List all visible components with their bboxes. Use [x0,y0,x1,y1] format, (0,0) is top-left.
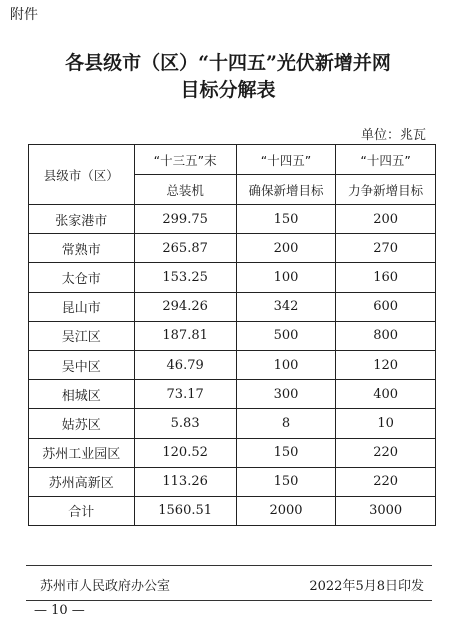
county-name-cell: 合计 [29,496,135,525]
strive-target-cell: 200 [336,205,436,234]
unit-label: 单位：兆瓦 [360,128,426,143]
ensure-target-cell: 150 [236,467,336,496]
installed-capacity-cell: 5.83 [134,409,236,438]
strive-target-cell: 220 [336,467,436,496]
strive-target-cell: 220 [336,438,436,467]
installed-capacity-cell: 1560.51 [134,496,236,525]
county-name-cell: 吴中区 [29,350,135,379]
table-row [29,205,436,234]
county-name-cell: 吴江区 [29,321,135,350]
issuing-office: 苏州市人民政府办公室 [40,579,171,594]
ensure-target-cell: 150 [236,438,336,467]
strive-target-cell: 800 [336,321,436,350]
header-installed-line1: “十三五”末 [134,145,236,175]
strive-target-cell: 160 [336,263,436,292]
header-ensure-line1: “十四五” [236,145,336,175]
table-row [29,234,436,263]
header-county: 县级市（区） [29,145,135,205]
county-name-cell: 苏州高新区 [29,467,135,496]
installed-capacity-cell: 120.52 [134,438,236,467]
installed-capacity-cell: 299.75 [134,205,236,234]
ensure-target-cell: 2000 [236,496,336,525]
county-name-cell: 太仓市 [29,263,135,292]
ensure-target-cell: 200 [236,234,336,263]
target-table [28,144,436,526]
header-strive-line1: “十四五” [336,145,436,175]
table-row [29,467,436,496]
ensure-target-cell: 8 [236,409,336,438]
ensure-target-cell: 500 [236,321,336,350]
strive-target-cell: 400 [336,380,436,409]
footer-bottom-rule [26,600,432,601]
strive-target-cell: 3000 [336,496,436,525]
ensure-target-cell: 342 [236,292,336,321]
strive-target-cell: 10 [336,409,436,438]
document-title-line-1: 各县级市（区）“十四五”光伏新增并网 [65,52,391,74]
county-name-cell: 姑苏区 [29,409,135,438]
table-header-row-1 [29,145,436,175]
strive-target-cell: 600 [336,292,436,321]
table-row [29,380,436,409]
installed-capacity-cell: 187.81 [134,321,236,350]
header-strive-line2: 力争新增目标 [336,175,436,205]
footer-top-rule [26,565,432,566]
ensure-target-cell: 150 [236,205,336,234]
county-name-cell: 苏州工业园区 [29,438,135,467]
county-name-cell: 常熟市 [29,234,135,263]
county-name-cell: 张家港市 [29,205,135,234]
table-row [29,496,436,525]
installed-capacity-cell: 153.25 [134,263,236,292]
county-name-cell: 相城区 [29,380,135,409]
installed-capacity-cell: 113.26 [134,467,236,496]
page-number: — 10 — [34,603,85,618]
table-row [29,350,436,379]
installed-capacity-cell: 265.87 [134,234,236,263]
table-row [29,292,436,321]
header-installed-line2: 总装机 [134,175,236,205]
table-row [29,438,436,467]
strive-target-cell: 120 [336,350,436,379]
issue-date: 2022年5月8日印发 [309,579,424,594]
installed-capacity-cell: 46.79 [134,350,236,379]
table-row [29,263,436,292]
strive-target-cell: 270 [336,234,436,263]
ensure-target-cell: 100 [236,350,336,379]
ensure-target-cell: 100 [236,263,336,292]
document-title-line-2: 目标分解表 [180,79,276,101]
attachment-label: 附件 [10,7,38,23]
table-row [29,409,436,438]
installed-capacity-cell: 294.26 [134,292,236,321]
header-ensure-line2: 确保新增目标 [236,175,336,205]
ensure-target-cell: 300 [236,380,336,409]
installed-capacity-cell: 73.17 [134,380,236,409]
county-name-cell: 昆山市 [29,292,135,321]
table-row [29,321,436,350]
